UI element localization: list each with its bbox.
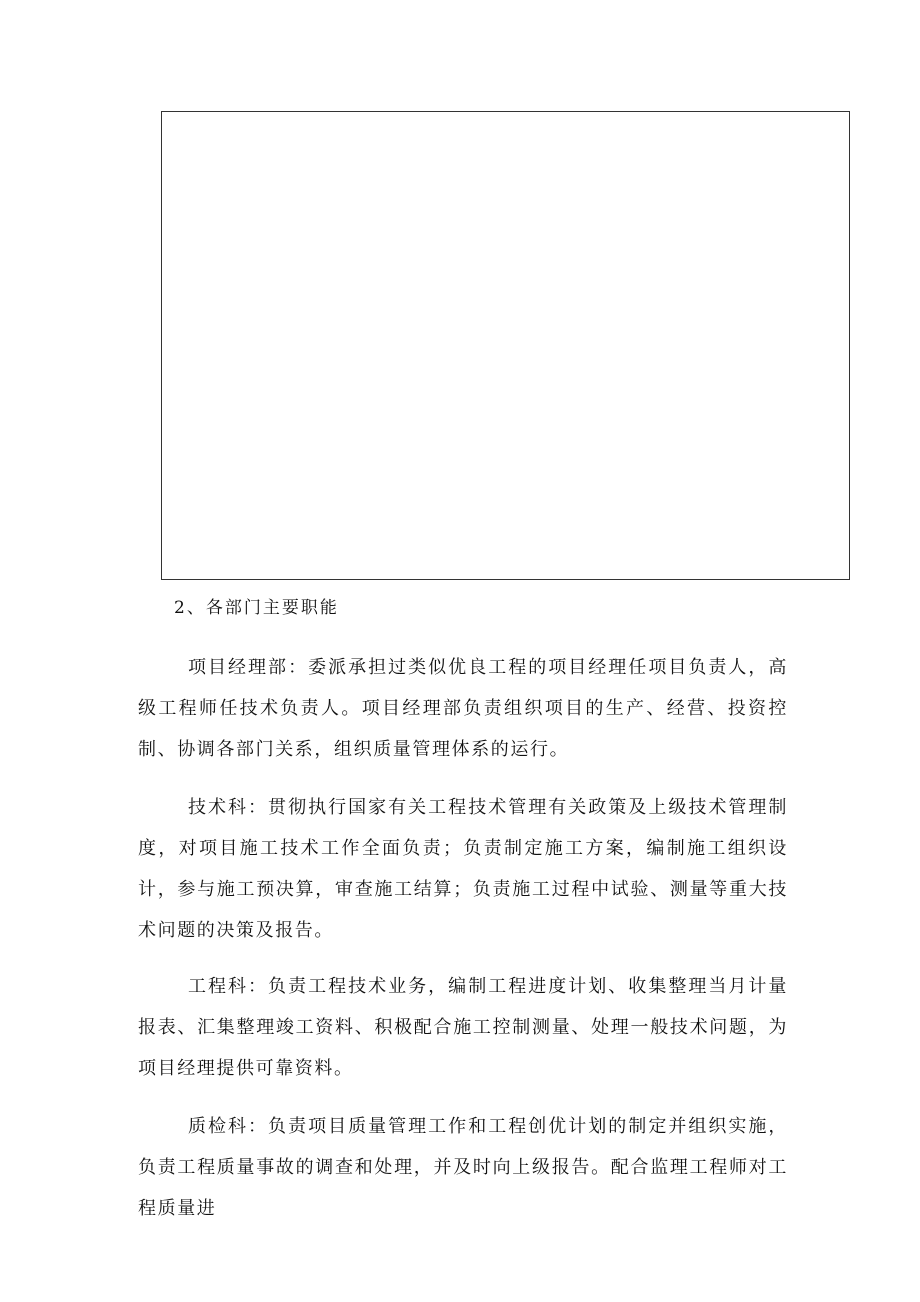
paragraph-engineering-section: 工程科：负责工程技术业务，编制工程进度计划、收集整理当月计量报表、汇集整理竣工资料、积极配合施工控制测量、处理一般技术问题，为项目经理提供可靠资料。 [138,976,788,1079]
paragraph-technical-section: 技术科：贯彻执行国家有关工程技术管理有关政策及上级技术管理制度，对项目施工技术工作全面负责；负责制定施工方案，编制施工组织设计，参与施工预决算，审查施工结算；负责施工过程中试验、测量等重大技术问题的决策及报告。 [138,797,788,941]
paragraph-quality-section: 质检科：负责项目质量管理工作和工程创优计划的制定并组织实施，负责工程质量事故的调查和处理，并及时向上级报告。配合监理工程师对工程质量进 [138,1116,788,1219]
paragraph-project-department: 项目经理部：委派承担过类似优良工程的项目经理任项目负责人，高级工程师任技术负责人。项目经理部负责组织项目的生产、经营、投资控制、协调各部门关系，组织质量管理体系的运行。 [138,657,788,760]
figure-frame [161,111,850,580]
section-heading: 2、各部门主要职能 [174,598,339,618]
